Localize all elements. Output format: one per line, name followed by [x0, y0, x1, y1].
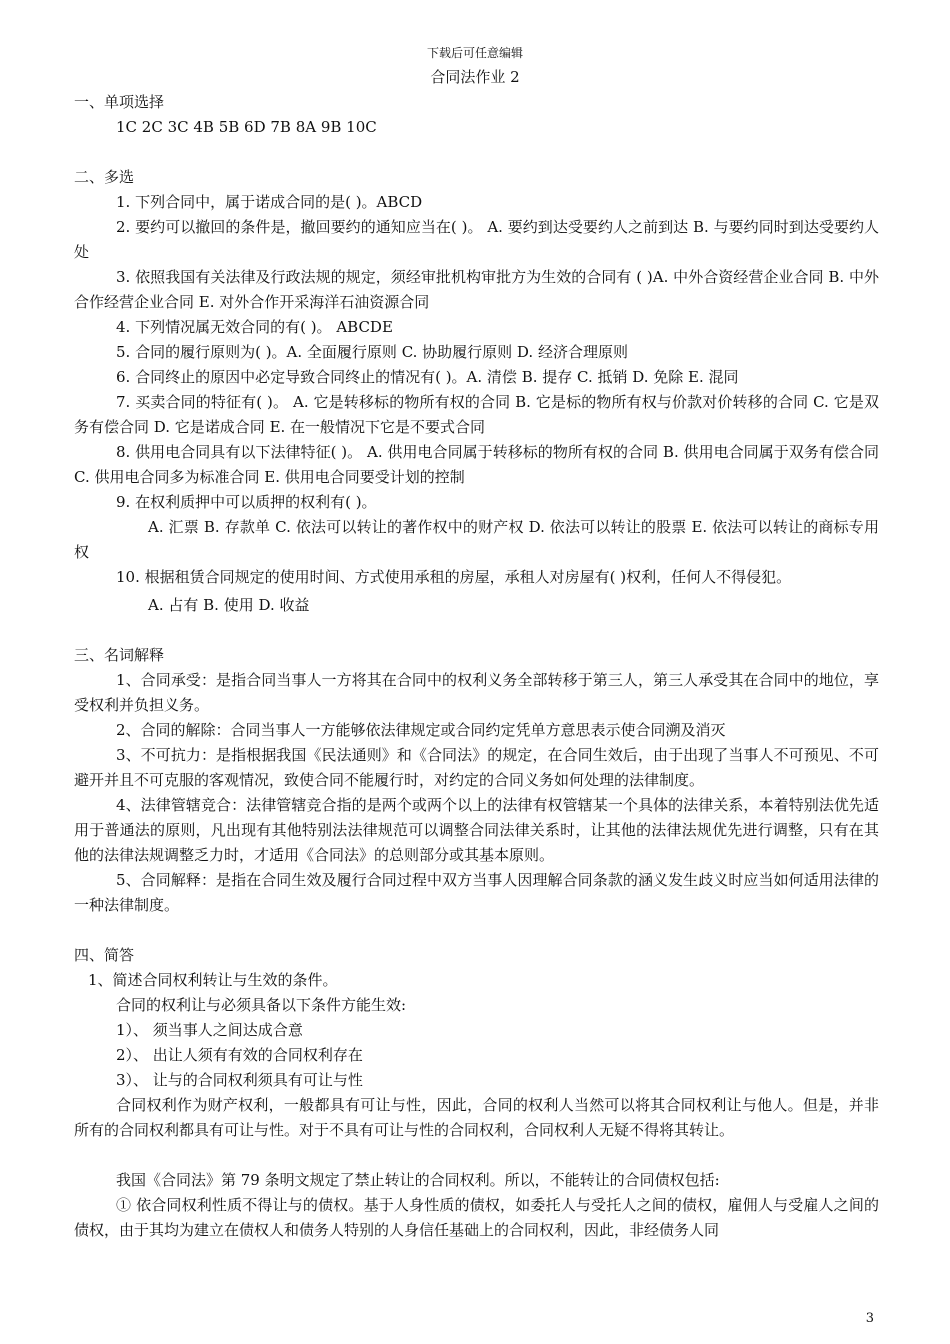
short-intro: 合同的权利让与必须具备以下条件方能生效: — [116, 996, 407, 1014]
short-para-3: ① 依合同权利性质不得让与的债权。基于人身性质的债权，如委托人与受托人之间的债权，雇佣人与受雇人之间的债权，由于其均为建立在债权人和债务人特别的人身信任基础上的合同权利，因此，非经债务人同 — [74, 1196, 879, 1239]
term-5: 5、合同解释：是指在合同生效及履行合同过程中双方当事人因理解合同条款的涵义发生歧义时应当如何适用法律的一种法律制度。 — [74, 871, 879, 914]
header-note: 下载后可任意编辑 — [426, 46, 523, 60]
term-3: 3、不可抗力：是指根据我国《民法通则》和《合同法》的规定，在合同生效后，由于出现了当事人不可预见、不可避开并且不可克服的客观情况，致使合同不能履行时，对约定的合同义务如何处理的法律制度。 — [74, 746, 879, 789]
multi-q5: 5. 合同的履行原则为( )。A. 全面履行原则 C. 协助履行原则 D. 经济合理原则 — [116, 343, 628, 361]
multi-q10: 10. 根据租赁合同规定的使用时间、方式使用承租的房屋，承租人对房屋有( )权利，任何人不得侵犯。 — [116, 568, 792, 586]
short-para-1: 合同权利作为财产权利，一般都具有可让与性，因此，合同的权利人当然可以将其合同权利让与他人。但是，并非所有的合同权利都具有可让与性。对于不具有可让与性的合同权利，合同权利人无疑不得将其转让。 — [74, 1096, 879, 1139]
short-condition-2: 2）、 出让人须有有效的合同权利存在 — [116, 1046, 363, 1064]
short-condition-3: 3）、 让与的合同权利须具有可让与性 — [116, 1071, 363, 1089]
term-2: 2、合同的解除：合同当事人一方能够依法律规定或合同约定凭单方意思表示使合同溯及消灭 — [116, 721, 726, 739]
term-4: 4、法律管辖竞合：法律管辖竞合指的是两个或两个以上的法律有权管辖某一个具体的法律关系，本着特别法优先适用于普通法的原则，凡出现有其他特别法法律规范可以调整合同法律关系时，让其他的法律法规优先进行调整，只有在其他的法律法规调整乏力时，才适用《合同法》的总则部分或其基本原则。 — [74, 796, 879, 864]
section-heading-terms: 三、名词解释 — [74, 646, 165, 664]
term-1: 1、合同承受：是指合同当事人一方将其在合同中的权利义务全部转移于第三人，第三人承受其在合同中的地位，享受权利并负担义务。 — [74, 671, 879, 714]
short-para-2: 我国《合同法》第 79 条明文规定了禁止转让的合同权利。所以，不能转让的合同债权包括: — [116, 1171, 720, 1189]
multi-q3: 3. 依照我国有关法律及行政法规的规定，须经审批机构审批方为生效的合同有 ( )A. 中外合资经营企业合同 B. 中外合作经营企业合同 E. 对外合作开采海洋石油资源合同 — [74, 268, 879, 311]
multi-q7: 7. 买卖合同的特征有( )。 A. 它是转移标的物所有权的合同 B. 它是标的物所有权与价款对价转移的合同 C. 它是双务有偿合同 D. 它是诺成合同 E. 在一般情况下它是不要式合同 — [74, 393, 879, 436]
page-number: 3 — [865, 1311, 874, 1326]
multi-q9: 9. 在权利质押中可以质押的权利有( )。 — [116, 493, 377, 511]
short-q1: 1、简述合同权利转让与生效的条件。 — [88, 971, 338, 989]
multi-q6: 6. 合同终止的原因中必定导致合同终止的情况有( )。A. 清偿 B. 提存 C. 抵销 D. 免除 E. 混同 — [116, 368, 739, 386]
section-heading-short: 四、简答 — [74, 946, 135, 964]
multi-q9-options: A. 汇票 B. 存款单 C. 依法可以转让的著作权中的财产权 D. 依法可以转让的股票 E. 依法可以转让的商标专用权 — [74, 518, 879, 561]
short-condition-1: 1）、 须当事人之间达成合意 — [116, 1021, 303, 1039]
page-title: 合同法作业 2 — [430, 68, 520, 86]
multi-q1: 1. 下列合同中，属于诺成合同的是( )。ABCD — [116, 193, 423, 211]
section-heading-multi: 二、多选 — [74, 168, 135, 186]
multi-q8: 8. 供用电合同具有以下法律特征( )。 A. 供用电合同属于转移标的物所有权的合同 B. 供用电合同属于双务有偿合同 C. 供用电合同多为标准合同 E. 供用电合同要受计划的控制 — [74, 443, 879, 486]
multi-q10-options: A. 占有 B. 使用 D. 收益 — [148, 596, 310, 614]
section-heading-single: 一、单项选择 — [74, 93, 165, 111]
multi-q2: 2. 要约可以撤回的条件是，撤回要约的通知应当在( )。 A. 要约到达受要约人之前到达 B. 与要约同时到达受要约人处 — [74, 218, 879, 261]
document-body — [74, 90, 879, 1243]
multi-q4: 4. 下列情况属无效合同的有( )。 ABCDE — [116, 318, 393, 336]
single-answers: 1C 2C 3C 4B 5B 6D 7B 8A 9B 10C — [116, 118, 377, 136]
